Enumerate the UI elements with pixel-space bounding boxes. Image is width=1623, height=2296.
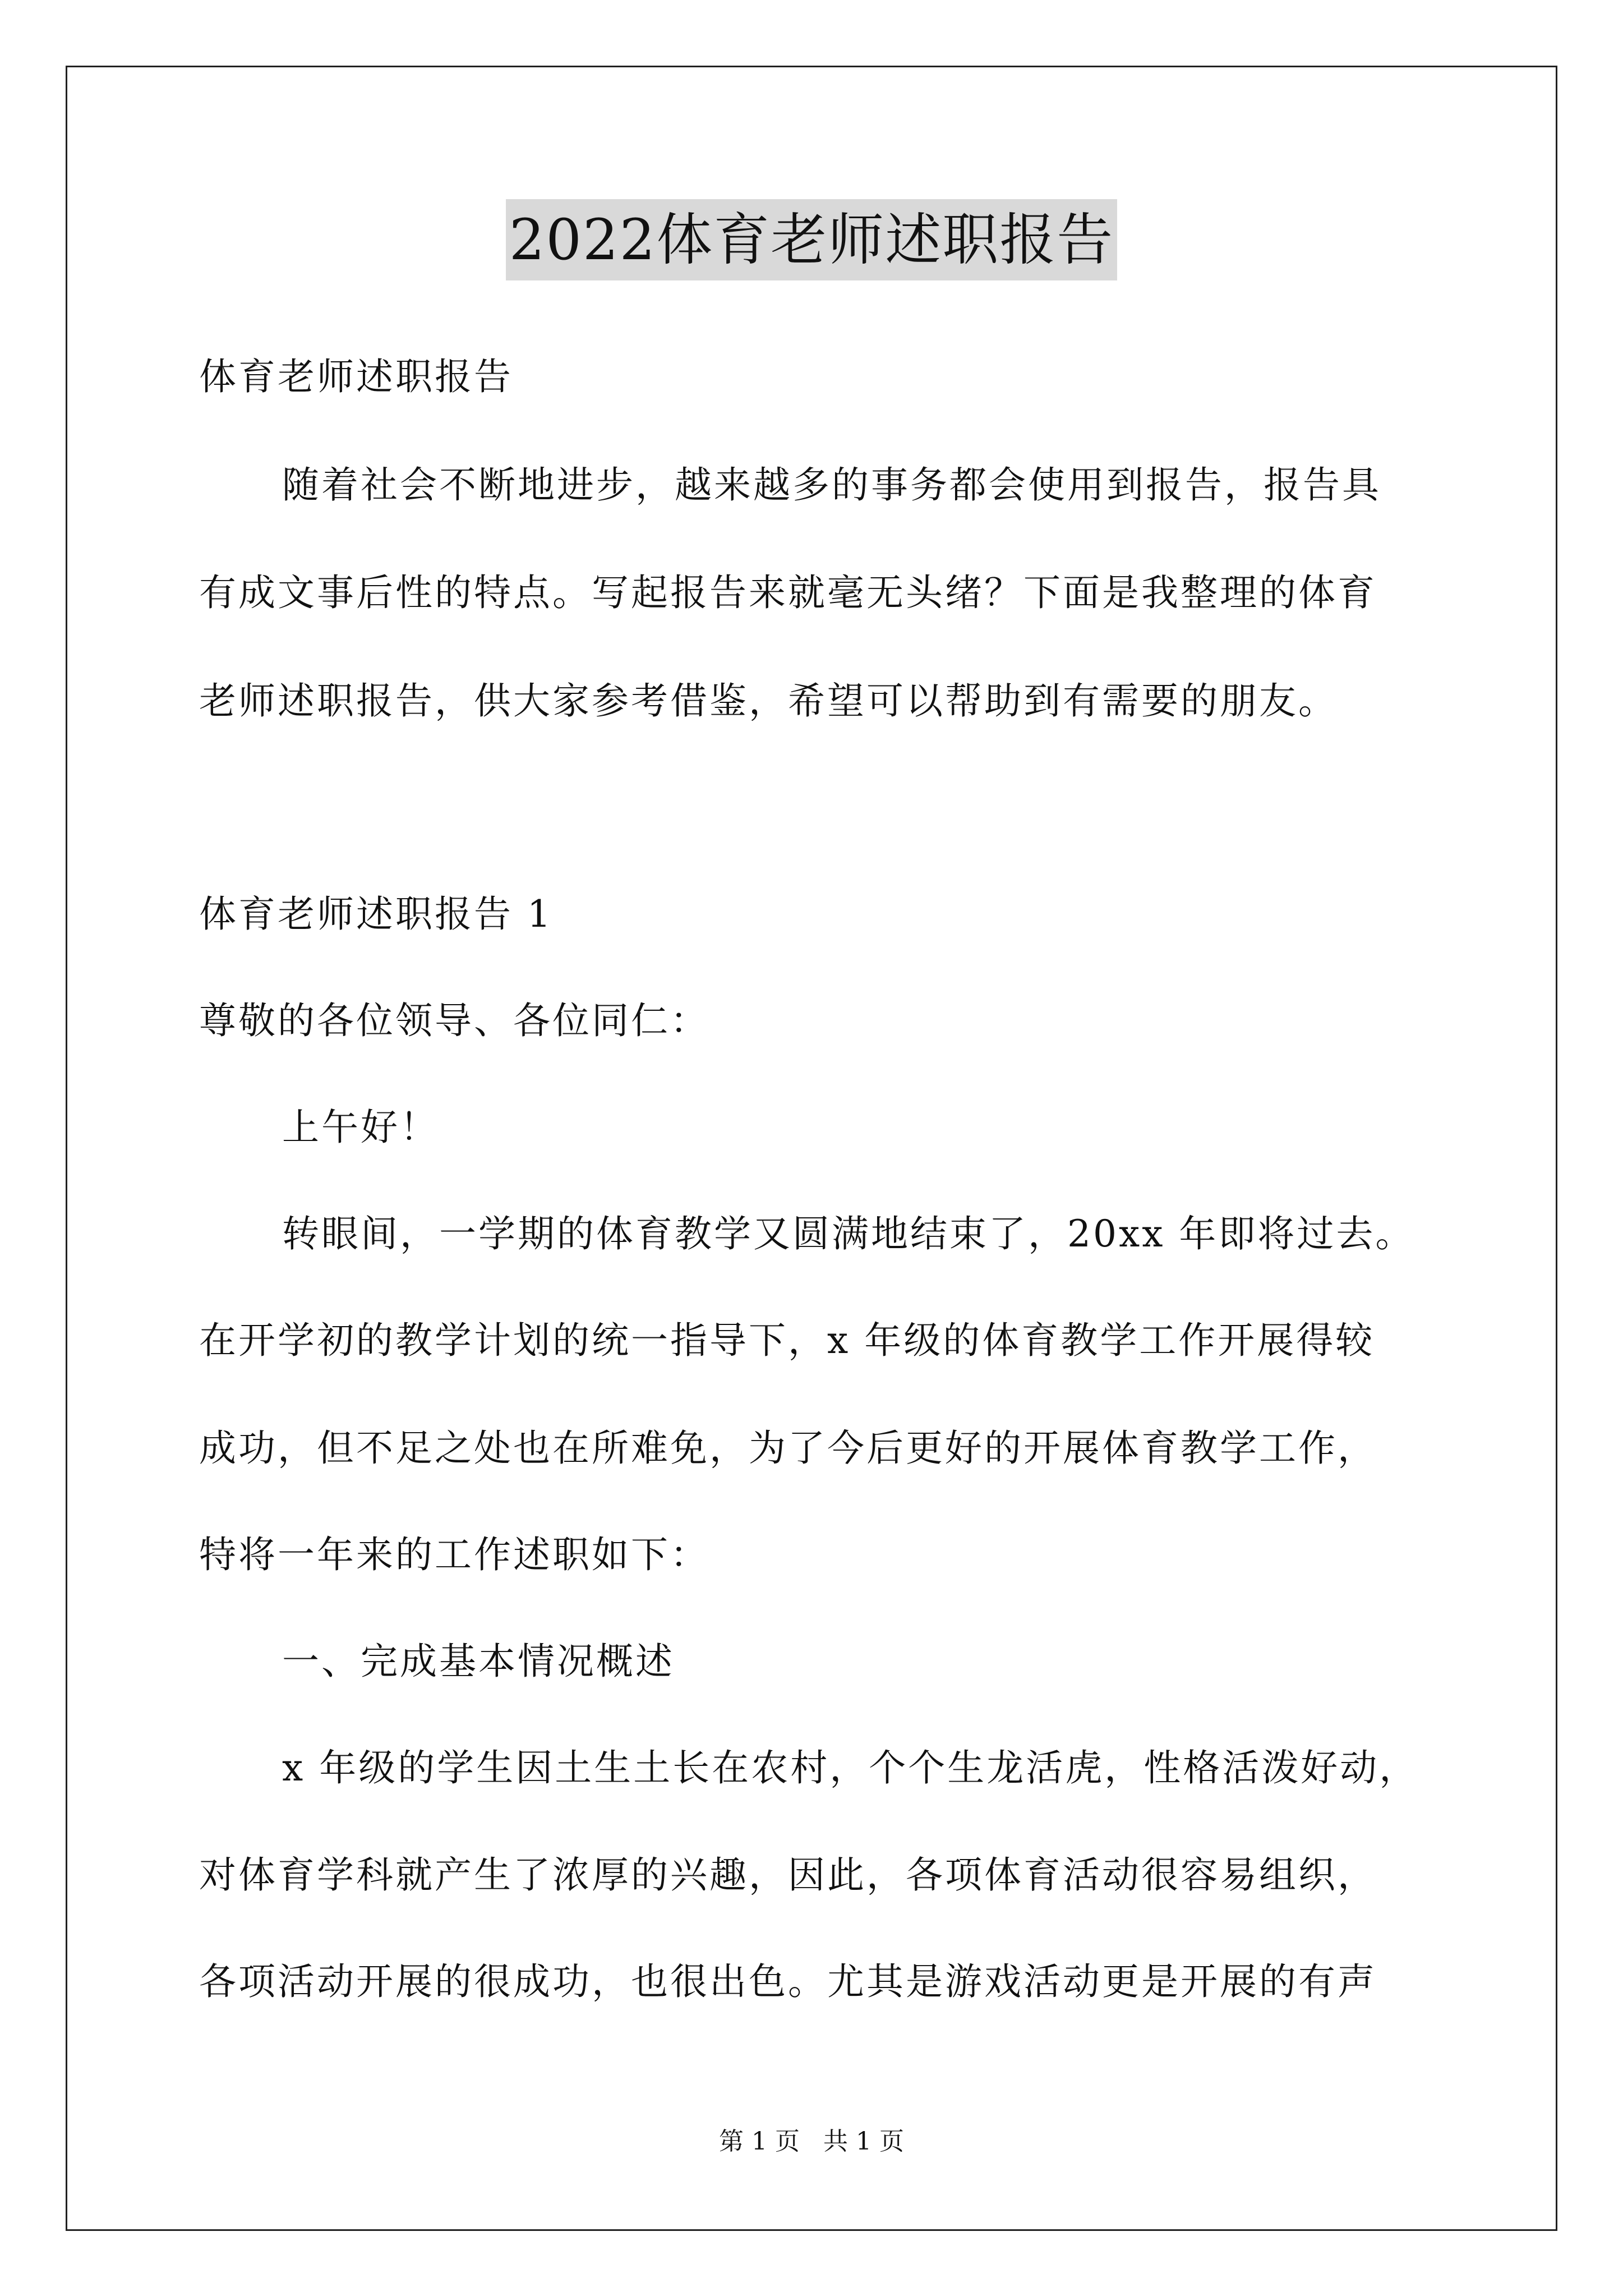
- title-container: [0, 199, 1623, 280]
- body-line-5: x 年级的学生因土生土长在农村，个个生龙活虎，性格活泼好动，: [282, 1746, 1419, 1789]
- intro-line-3: 老师述职报告，供大家参考借鉴，希望可以帮助到有需要的朋友。: [199, 679, 1338, 723]
- body-line-4: 特将一年来的工作述职如下：: [199, 1533, 709, 1576]
- subtitle-line: 体育老师述职报告: [199, 355, 513, 398]
- greeting-line: 上午好！: [282, 1106, 439, 1149]
- page-number-total: 共 1 页: [823, 2127, 904, 2156]
- salutation-line: 尊敬的各位领导、各位同仁：: [199, 999, 709, 1042]
- body-line-2: 在开学初的教学计划的统一指导下，x 年级的体育教学工作开展得较: [199, 1319, 1375, 1362]
- section-heading: 体育老师述职报告 1: [199, 892, 553, 936]
- body-line-3: 成功，但不足之处也在所难免，为了今后更好的开展体育教学工作，: [199, 1427, 1377, 1470]
- subsection-heading: 一、完成基本情况概述: [282, 1640, 675, 1683]
- body-line-6: 对体育学科就产生了浓厚的兴趣，因此，各项体育活动很容易组织，: [199, 1853, 1377, 1897]
- body-line-1: 转眼间，一学期的体育教学又圆满地结束了，20xx 年即将过去。: [282, 1212, 1415, 1255]
- intro-line-2: 有成文事后性的特点。写起报告来就毫无头绪？下面是我整理的体育: [199, 571, 1377, 614]
- page-footer: [0, 2125, 1623, 2159]
- page-number-current: 第 1 页: [719, 2127, 800, 2156]
- body-line-7: 各项活动开展的很成功，也很出色。尤其是游戏活动更是开展的有声: [199, 1960, 1377, 2003]
- intro-line-1: 随着社会不断地进步，越来越多的事务都会使用到报告，报告具: [282, 463, 1381, 507]
- document-title: 2022体育老师述职报告: [506, 199, 1118, 280]
